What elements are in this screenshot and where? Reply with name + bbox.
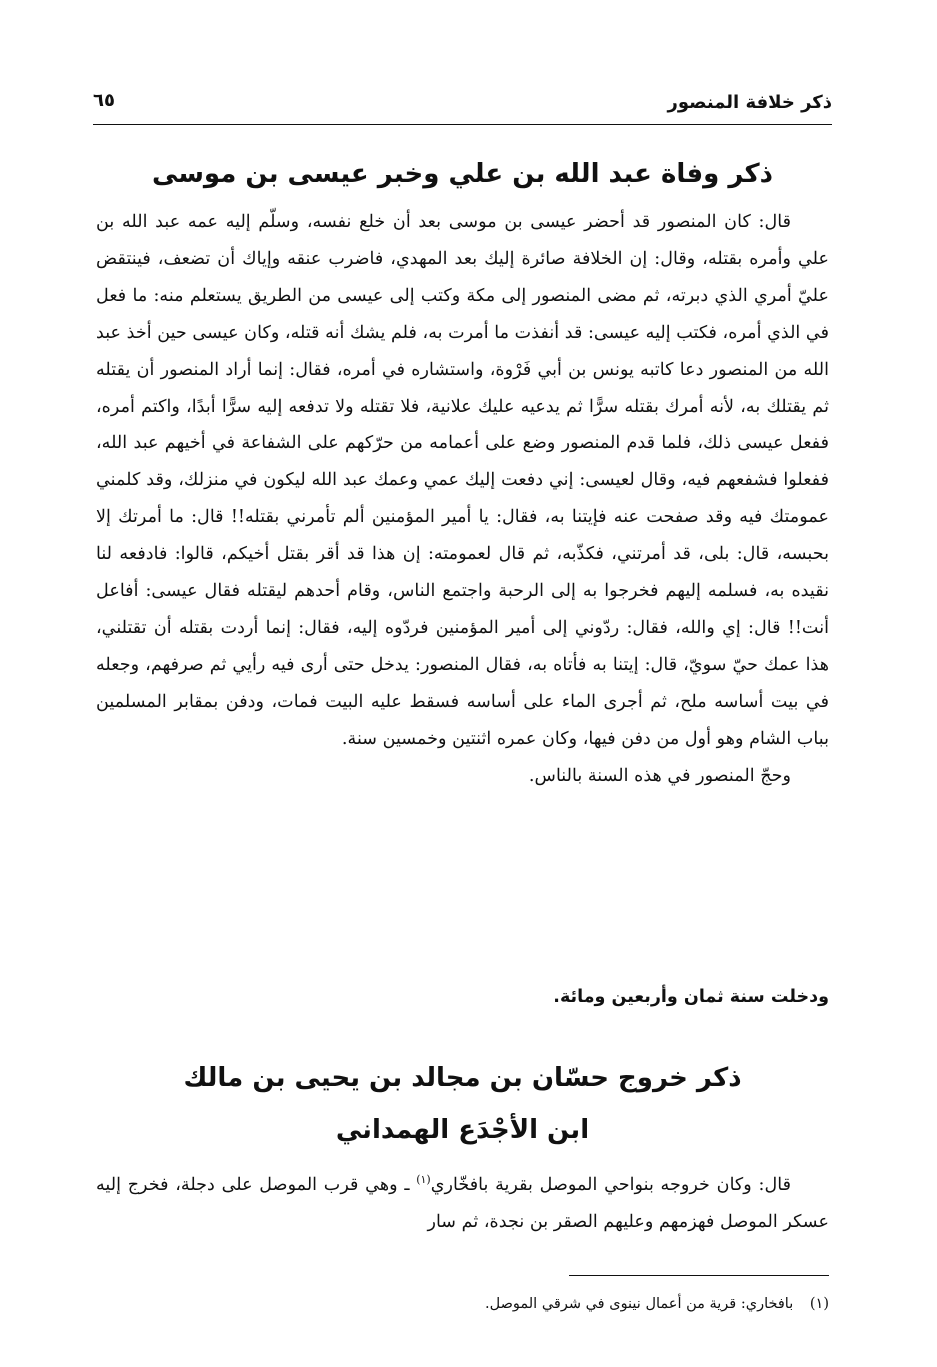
footnote-mark: (١) [809, 1296, 829, 1312]
page-header [93, 88, 832, 125]
section-title-2-line-2: ابن الأجْدَع الهمداني [335, 1115, 590, 1145]
footnote-text: بافخاري: قرية من أعمال نينوى في شرقي الموصل. [484, 1296, 794, 1312]
year-entry: ودخلت سنة ثمان وأربعين ومائة. [553, 987, 829, 1007]
section-title-2-line-1: ذكر خروج حسّان بن مجالد بن يحيى بن مالك [183, 1063, 742, 1093]
footnote [96, 1293, 829, 1315]
paragraph: وحجّ المنصور في هذه السنة بالناس. [528, 765, 791, 786]
section-title-1: ذكر وفاة عبد الله بن علي وخبر عيسى بن موسى [152, 159, 773, 189]
running-title: ذكر خلافة المنصور [667, 92, 832, 113]
page-number: ٦٥ [93, 90, 115, 111]
section-title-2 [96, 1052, 829, 1156]
footnote-divider [569, 1275, 829, 1276]
paragraph: قال: كان المنصور قد أحضر عيسى بن موسى بعد أن خلع نفسه، وسلّم إليه عمه عبد الله بن علي وأمره بقتله، وقال: إن الخلافة صائرة إليك بعد المهدي، فاضرب عنقه وإياك أن تضعف، فينتقض عليّ أمري الذي دبرته، ثم مضى المنصور إلى مكة وكتب إلى عيسى من الطريق يستعلم منه: ما فعل في الذي أمره، فكتب إليه عيسى: قد أنفذت ما أمرت به، فلم يشك أنه قتله، وكان عيسى حين أخذ عبد الله من المنصور دعا كاتبه يونس بن أبي فَرْوة، واستشاره في أمره، فقال: إنما أراد المنصور أن يقتله ثم يقتلك به، لأنه أمرك بقتله سرًّا ثم يدعيه عليك علانية، فلا تقتله ولا تدفعه إليه سرًّا أبدًا، واكتم أمره، ففعل عيسى ذلك، فلما قدم المنصور وضع على أعمامه من حرّكهم على الشفاعة في أخيهم عبد الله، ففعلوا فشفعهم فيه، وقال لعيسى: إني دفعت إليك عمي وعمك عبد الله ليكون في منزلك، وقد كلمني عمومتك فيه وقد صفحت عنه فإيتنا به، فقال: يا أمير المؤمنين ألم تأمرني بقتله!! قال: ما أمرتك إلا بحبسه، قال: بلى، قد أمرتني، فكذّبه، ثم قال لعمومته: إن هذا قد أقر بقتل أخيكم، قالوا: فادفعه لنا نقيده به، فسلمه إليهم فخرجوا به إلى الرحبة واجتمع الناس، وقام أحدهم ليقتله فقال عيسى: أفاعل أنت!! قال: إي والله، فقال: ردّوني إلى أمير المؤمنين فردّوه إليه، فقال: إنما أردت بقتله أن تقتلني، هذا عمك حيّ سويّ، قال: إيتنا به فأتاه به، فقال المنصور: يدخل حتى أرى فيه رأيي ثم صرفهم، وجعله في بيت أساسه ملح، ثم أجرى الماء على أساسه فسقط عليه البيت فمات، ودفن بمقابر المسلمين بباب الشام وهو أول من دفن فيها، وكان عمره اثنتين وخمسين سنة. [96, 212, 829, 749]
paragraph-text-start: قال: وكان خروجه بنواحي الموصل بقرية بافخّاري [430, 1174, 791, 1195]
paragraph-text-rest: ـ وهي قرب الموصل على دجلة، فخرج إليه عسكر الموصل فهزمهم وعليهم الصقر بن نجدة، ثم سار [96, 1174, 829, 1232]
footnote-reference: (١) [416, 1173, 431, 1186]
section-1-body [96, 204, 829, 795]
paragraph [96, 1162, 829, 1241]
section-2-body [96, 1162, 829, 1241]
